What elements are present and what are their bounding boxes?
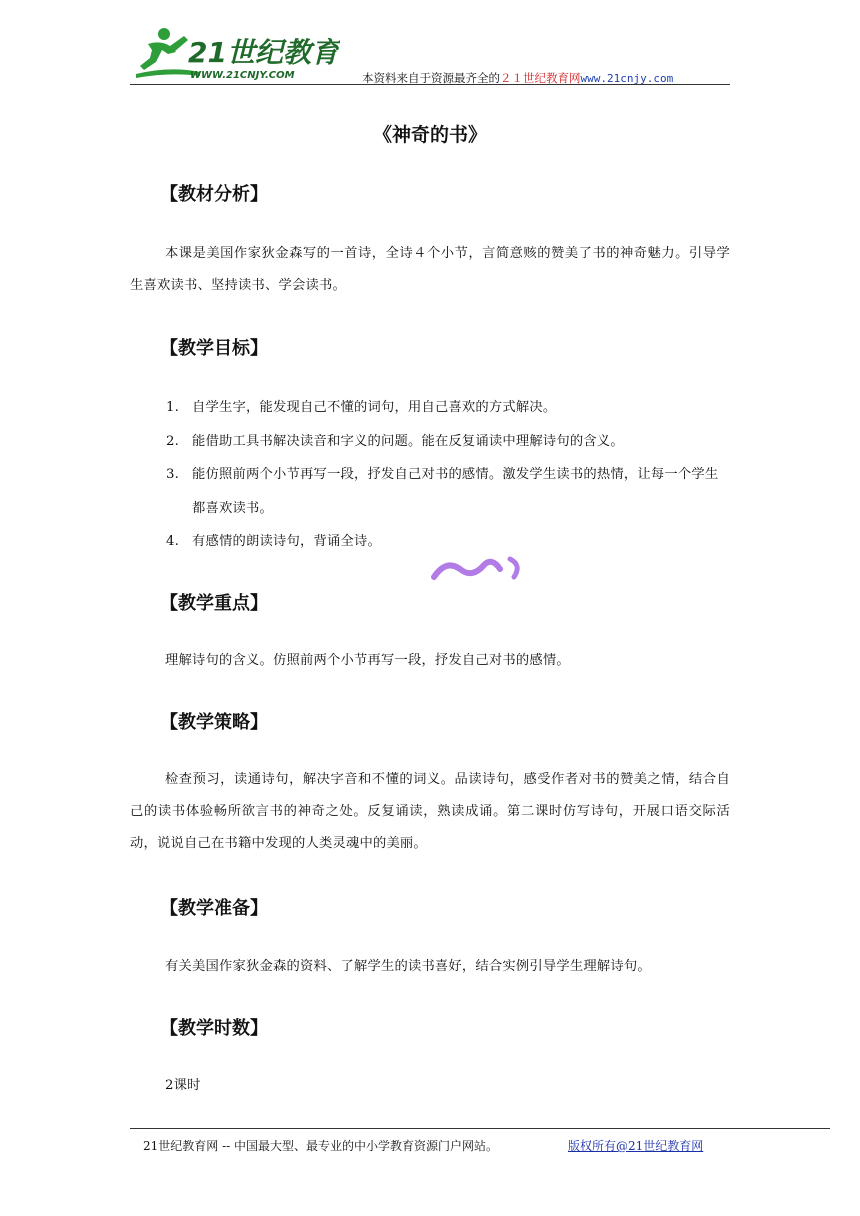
footer-divider <box>130 1128 830 1129</box>
section-paragraph-textbook-analysis: 本课是美国作家狄金森写的一首诗，全诗４个小节，言简意赅的赞美了书的神奇魅力。引导学生喜欢读书、坚持读书、学会读书。 <box>130 246 730 293</box>
list-item-number: 4. <box>166 534 180 549</box>
document-title: 《神奇的书》 <box>372 124 487 146</box>
svg-text:21世纪教育: 21世纪教育 <box>188 36 339 69</box>
header-url-link[interactable]: www.21cnjy.com <box>580 72 674 85</box>
list-item-number: 1. <box>166 400 180 415</box>
list-item <box>130 525 730 559</box>
section-paragraph-teaching-focus: 理解诗句的含义。仿照前两个小节再写一段，抒发自己对书的感情。 <box>165 653 570 668</box>
list-item-text: 有感情的朗读诗句，背诵全诗。 <box>192 534 381 549</box>
header-brand: ２１世纪教育网 <box>500 71 581 85</box>
decorative-squiggle <box>430 555 526 583</box>
section-paragraph-teaching-strategy: 检查预习，读通诗句，解决字音和不懂的词义。品读诗句，感受作者对书的赞美之情，结合自己的读书体验畅所欲言书的神奇之处。反复诵读，熟读成诵。第二课时仿写诗句，开展口语交际活动，说说自己在书籍中发现的人类灵魂中的美丽。 <box>130 772 730 851</box>
page-header <box>130 18 730 86</box>
list-item-text: 自学生字，能发现自己不懂的词句，用自己喜欢的方式解决。 <box>192 400 557 415</box>
section-paragraph-teaching-preparation: 有关美国作家狄金森的资料、了解学生的读书喜好，结合实例引导学生理解诗句。 <box>165 959 651 974</box>
section-heading-textbook-analysis: 【教材分析】 <box>160 184 268 205</box>
section-paragraph-teaching-hours: 2课时 <box>165 1078 201 1093</box>
list-item-text: 能仿照前两个小节再写一段，抒发自己对书的感情。激发学生读书的热情，让每一个学生都喜欢读书。 <box>192 467 719 516</box>
site-logo <box>130 22 340 82</box>
list-item <box>130 458 730 525</box>
header-note-prefix: 本资料来自于资源最齐全的 <box>362 71 500 85</box>
list-item <box>130 425 730 459</box>
list-item-number: 3. <box>166 467 180 482</box>
section-heading-teaching-preparation: 【教学准备】 <box>160 898 268 919</box>
header-divider <box>130 84 730 85</box>
teaching-goals-list <box>130 391 730 559</box>
list-item-number: 2. <box>166 433 180 449</box>
section-heading-teaching-strategy: 【教学策略】 <box>160 712 268 733</box>
footer-copyright-link[interactable]: 版权所有@21世纪教育网 <box>568 1139 704 1153</box>
list-item-text: 能借助工具书解决读音和字义的问题。能在反复诵读中理解诗句的含义。 <box>192 433 624 449</box>
svg-text:WWW.21CNJY.COM: WWW.21CNJY.COM <box>190 70 295 81</box>
list-item <box>130 391 730 425</box>
footer-site-description: 21世纪教育网 -- 中国最大型、最专业的中小学教育资源门户网站。 <box>143 1139 499 1153</box>
section-heading-teaching-goals: 【教学目标】 <box>160 338 268 359</box>
section-heading-teaching-focus: 【教学重点】 <box>160 593 268 614</box>
section-heading-teaching-hours: 【教学时数】 <box>160 1018 268 1039</box>
